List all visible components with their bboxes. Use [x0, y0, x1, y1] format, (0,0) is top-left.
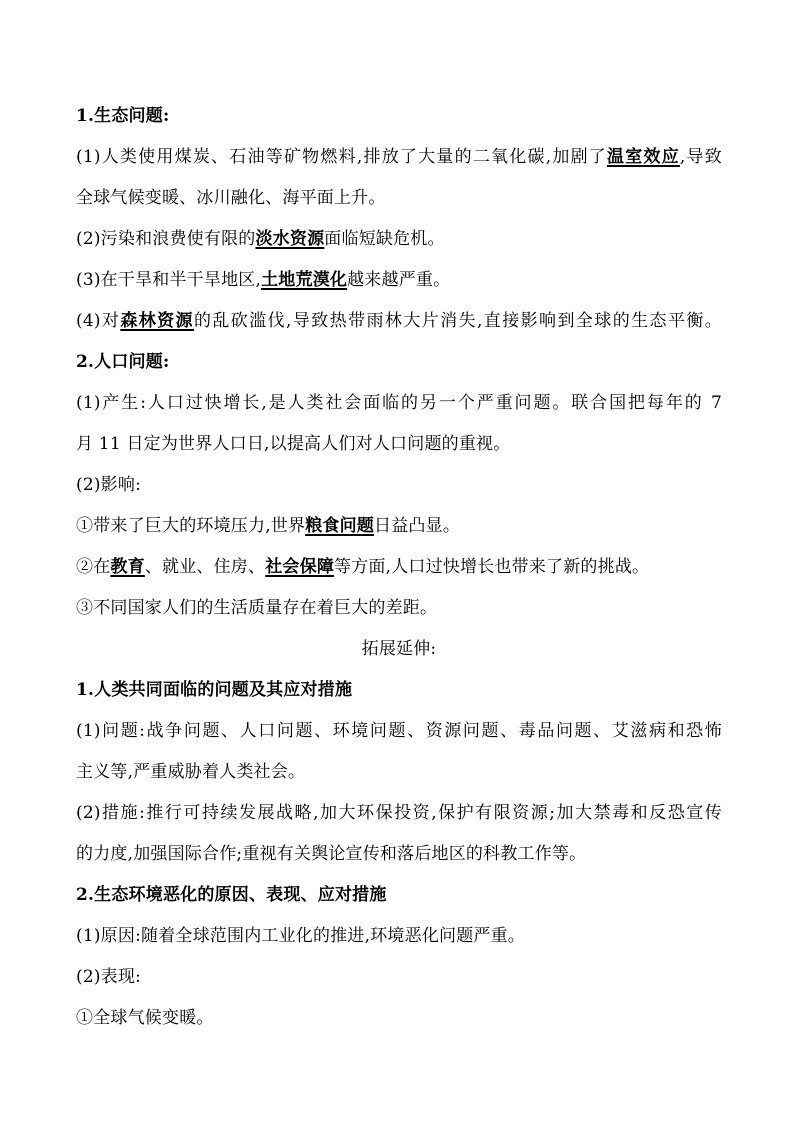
- document-page: [76, 96, 722, 1039]
- text: (2)污染和浪费使有限的: [76, 229, 256, 249]
- text: (1)人类使用煤炭、石油等矿物燃料,排放了大量的二氧化碳,加剧了: [76, 147, 608, 167]
- text: (4)对: [76, 311, 121, 331]
- extension-title: 拓展延伸:: [361, 639, 437, 659]
- extension-heading-1: 1.人类共同面临的问题及其应对措施: [76, 680, 353, 700]
- population-item-1-line-2: 月 11 日定为世界人口日,以提高人们对人口问题的重视。: [76, 434, 511, 454]
- text: ,导致: [679, 147, 722, 167]
- population-sub-2: [76, 547, 722, 588]
- ecology-item-2: [76, 219, 722, 260]
- population-item-2: (2)影响:: [76, 475, 142, 495]
- extension-problems-line-2: 主义等,严重威胁着人类社会。: [76, 762, 306, 782]
- keyword-social-security: 社会保障: [265, 557, 335, 577]
- extension-measures-line-2: 的力度,加强国际合作;重视有关舆论宣传和落后地区的科教工作等。: [76, 844, 587, 864]
- text: 越来越严重。: [347, 270, 451, 290]
- keyword-food-problem: 粮食问题: [305, 516, 375, 536]
- keyword-greenhouse-effect: 温室效应: [607, 147, 680, 167]
- text: ①带来了巨大的环境压力,世界: [76, 516, 306, 536]
- extension-manifestations: (2)表现:: [76, 967, 142, 987]
- extension-causes: (1)原因:随着全球范围内工业化的推进,环境恶化问题严重。: [76, 926, 526, 946]
- section-heading-ecology: 1.生态问题:: [76, 106, 170, 126]
- keyword-forest-resources: 森林资源: [120, 311, 194, 331]
- population-item-1-line-1: (1)产生:人口过快增长,是人类社会面临的另一个严重问题。联合国把每年的 7: [76, 393, 722, 413]
- keyword-freshwater: 淡水资源: [255, 229, 325, 249]
- extension-heading-2: 2.生态环境恶化的原因、表现、应对措施: [76, 885, 387, 905]
- text: ②在: [76, 557, 111, 577]
- text: 等方面,人口过快增长也带来了新的挑战。: [334, 557, 650, 577]
- extension-manifestation-1: ①全球气候变暖。: [76, 1008, 214, 1028]
- text: 日益凸显。: [374, 516, 461, 536]
- ecology-item-1-line-1: [76, 137, 722, 178]
- extension-problems-line-1: (1)问题:战争问题、人口问题、环境问题、资源问题、毒品问题、艾滋病和恐怖: [76, 721, 722, 741]
- keyword-desertification: 土地荒漠化: [261, 270, 348, 290]
- text: 、就业、住房、: [144, 557, 266, 577]
- text: 的乱砍滥伐,导致热带雨林大片消失,直接影响到全球的生态平衡。: [193, 311, 722, 331]
- text: (3)在干旱和半干旱地区,: [76, 270, 262, 290]
- ecology-item-1-line-2: 全球气候变暖、冰川融化、海平面上升。: [76, 188, 386, 208]
- population-sub-1: [76, 506, 722, 547]
- section-heading-population: 2.人口问题:: [76, 352, 170, 372]
- text: 面临短缺危机。: [324, 229, 445, 249]
- ecology-item-4: [76, 301, 722, 342]
- keyword-education: 教育: [110, 557, 145, 577]
- population-sub-3: ③不同国家人们的生活质量存在着巨大的差距。: [76, 598, 438, 618]
- ecology-item-3: [76, 260, 722, 301]
- extension-measures-line-1: (2)措施:推行可持续发展战略,加大环保投资,保护有限资源;加大禁毒和反恐宣传: [76, 803, 722, 823]
